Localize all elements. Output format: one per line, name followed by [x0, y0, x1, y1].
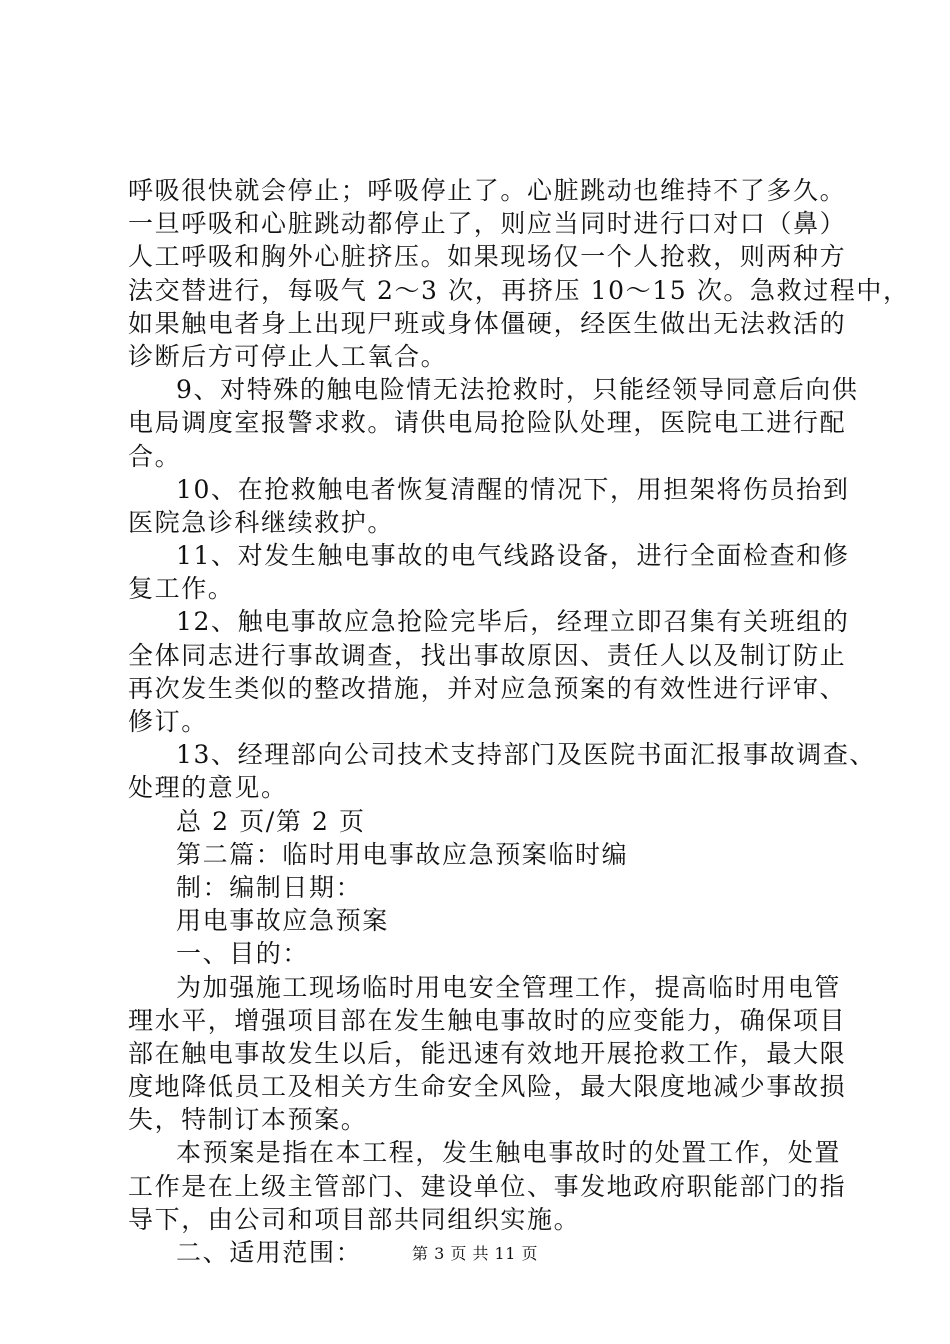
section-heading: 用电事故应急预案: [176, 906, 389, 936]
document-body: [128, 174, 910, 1269]
page-footer: 第 3 页 共 11 页: [412, 1244, 538, 1263]
text-line: 本预案是指在本工程，发生触电事故时的处置工作，处置: [176, 1138, 842, 1168]
text-line: 修订。: [128, 707, 208, 736]
text-line: 医院急诊科继续救护。: [128, 507, 395, 537]
text-line: 制：编制日期：: [176, 872, 363, 902]
section-heading: 一、目的：: [176, 939, 310, 969]
text-line: 人工呼吸和胸外心脏挤压。如果现场仅一个人抢救，则两种方: [128, 242, 847, 272]
text-line: 部在触电事故发生以后，能迅速有效地开展抢救工作，最大限: [128, 1038, 847, 1068]
text-line: 诊断后方可停止人工氧合。: [128, 341, 448, 371]
section-heading: 第二篇：临时用电事故应急预案临时编: [176, 839, 629, 869]
text-line: 理水平，增强项目部在发生触电事故时的应变能力，确保项目: [128, 1005, 847, 1035]
text-line: 度地降低员工及相关方生命安全风险，最大限度地减少事故损: [128, 1072, 847, 1102]
text-line: 9、对特殊的触电险情无法抢救时，只能经领导同意后向供: [176, 375, 859, 405]
text-line: 为加强施工现场临时用电安全管理工作，提高临时用电管: [176, 972, 842, 1002]
text-line: 导下，由公司和项目部共同组织实施。: [128, 1204, 581, 1234]
text-line: 工作是在上级主管部门、建设单位、事发地政府职能部门的指: [128, 1171, 847, 1201]
text-line: 13、经理部向公司技术支持部门及医院书面汇报事故调查、: [176, 740, 877, 770]
section-heading: 二、适用范围：: [176, 1238, 363, 1267]
text-line: 一旦呼吸和心脏跳动都停止了，则应当同时进行口对口（鼻）: [128, 209, 847, 239]
text-line: 11、对发生触电事故的电气线路设备，进行全面检查和修: [176, 541, 850, 571]
text-line: 全体同志进行事故调查，找出事故原因、责任人以及制订防止: [128, 640, 847, 670]
text-line: 失，特制订本预案。: [128, 1105, 368, 1135]
text-line: 法交替进行，每吸气 2～3 次，再挤压 10～15 次。急救过程中，: [128, 275, 910, 305]
page-count-note: 总 2 页/第 2 页: [176, 806, 366, 836]
text-line: 复工作。: [128, 574, 235, 604]
text-line: 电局调度室报警求救。请供电局抢险队处理，医院电工进行配: [128, 408, 847, 438]
text-line: 12、触电事故应急抢险完毕后，经理立即召集有关班组的: [176, 607, 850, 637]
text-line: 如果触电者身上出现尸班或身体僵硬，经医生做出无法救活的: [128, 308, 847, 338]
text-line: 再次发生类似的整改措施，并对应急预案的有效性进行评审、: [128, 673, 847, 703]
text-line: 处理的意见。: [128, 773, 288, 803]
text-line: 10、在抢救触电者恢复清醒的情况下，用担架将伤员抬到: [176, 474, 850, 504]
text-line: 合。: [128, 441, 182, 471]
text-line: 呼吸很快就会停止；呼吸停止了。心脏跳动也维持不了多久。: [128, 176, 847, 205]
